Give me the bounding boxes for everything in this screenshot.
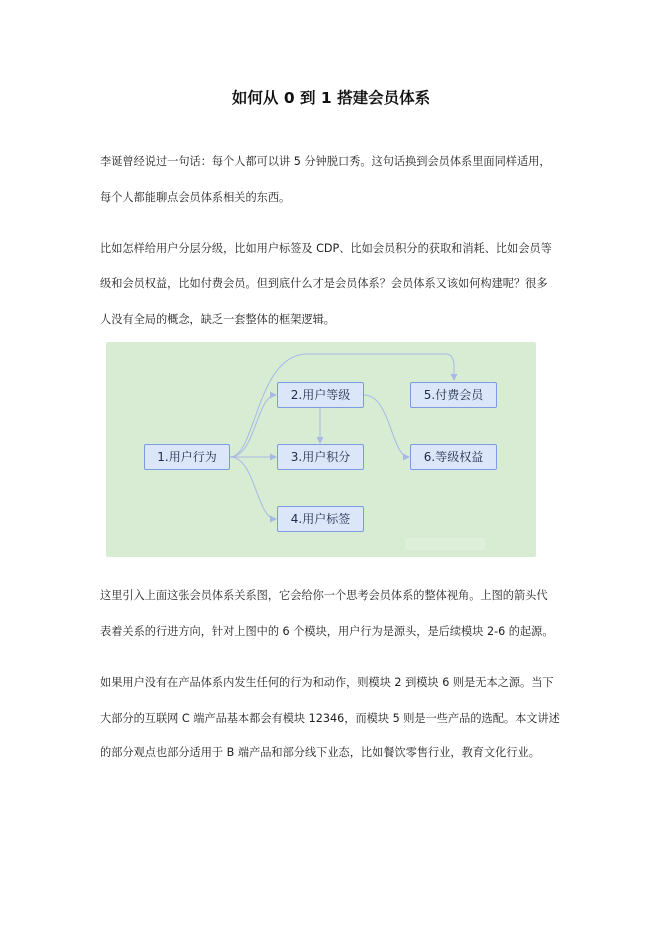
arrow-level-to-rights bbox=[364, 395, 409, 457]
paragraph-2-line-1: 比如怎样给用户分层分级，比如用户标签及 CDP、比如会员积分的获取和消耗、比如会员等 bbox=[100, 242, 552, 255]
node-paid-member: 5.付费会员 bbox=[410, 382, 497, 408]
node-user-behavior: 1.用户行为 bbox=[144, 444, 230, 470]
node-user-points: 3.用户积分 bbox=[277, 444, 364, 470]
arrow-behavior-to-level bbox=[230, 395, 276, 457]
paragraph-1-line-1: 李诞曾经说过一句话：每个人都可以讲 5 分钟脱口秀。这句话换到会员体系里面同样适用， bbox=[100, 155, 551, 168]
paragraph-4-line-2: 大部分的互联网 C 端产品基本都会有模块 12346，而模块 5 则是一些产品的选配。本文讲述 bbox=[100, 712, 560, 725]
page-title: 如何从 0 到 1 搭建会员体系 bbox=[231, 89, 431, 107]
paragraph-4-line-1: 如果用户没有在产品体系内发生任何的行为和动作，则模块 2 到模块 6 则是无本之源。当下 bbox=[100, 676, 554, 689]
paragraph-4-line-3: 的部分观点也部分适用于 B 端产品和部分线下业态，比如餐饮零售行业，教育文化行业。 bbox=[100, 746, 540, 759]
node-level-rights: 6.等级权益 bbox=[410, 444, 497, 470]
paragraph-2-line-3: 人没有全局的概念，缺乏一套整体的框架逻辑。 bbox=[100, 313, 335, 326]
paragraph-3-line-1: 这里引入上面这张会员体系关系图，它会给你一个思考会员体系的整体视角。上图的箭头代 bbox=[100, 589, 548, 602]
paragraph-1-line-2: 每个人都能聊点会员体系相关的东西。 bbox=[100, 191, 291, 204]
paragraph-2-line-2: 级和会员权益，比如付费会员。但到底什么才是会员体系？会员体系又该如何构建呢？很多 bbox=[100, 277, 548, 290]
node-user-tags: 4.用户标签 bbox=[277, 506, 364, 532]
paragraph-3-line-2: 表着关系的行进方向，针对上图中的 6 个模块，用户行为是源头，是后续模块 2-6 的起源。 bbox=[100, 625, 554, 638]
arrow-behavior-to-tags bbox=[230, 457, 276, 519]
node-user-level: 2.用户等级 bbox=[277, 382, 364, 408]
membership-relationship-diagram bbox=[106, 342, 536, 557]
